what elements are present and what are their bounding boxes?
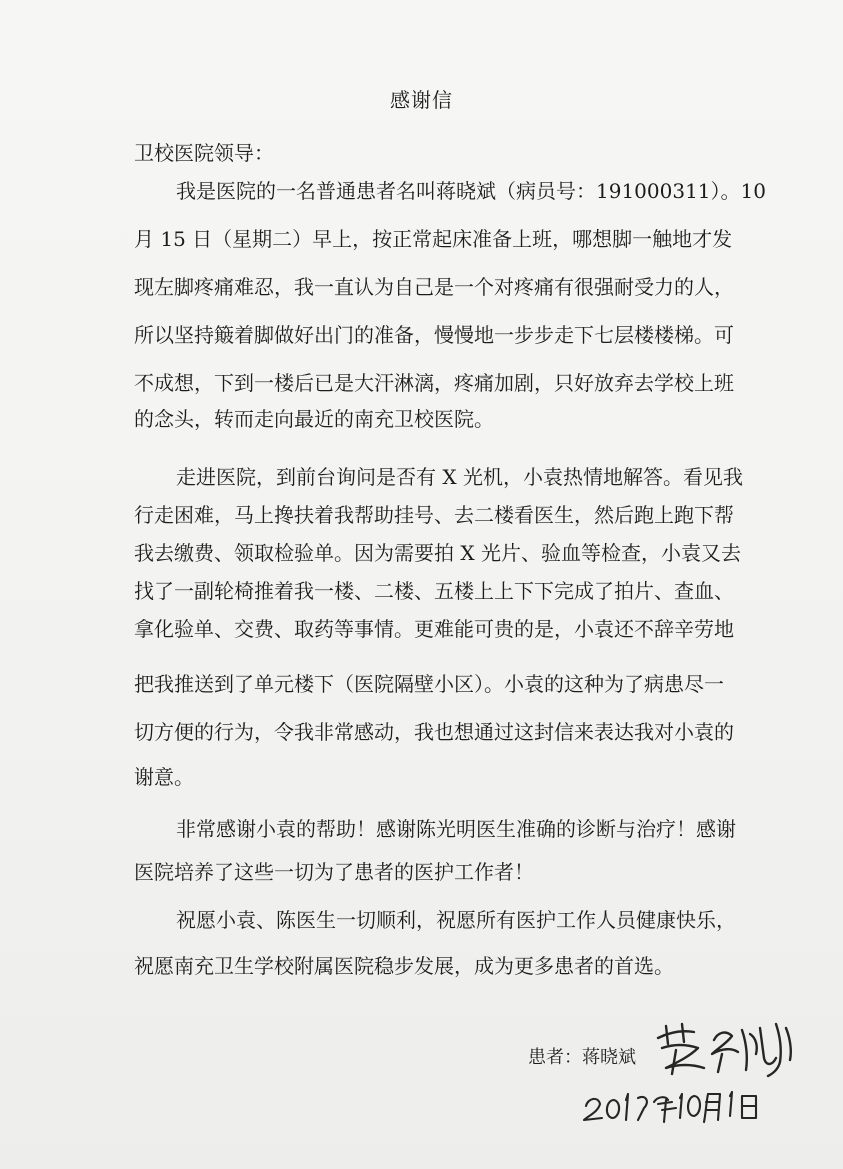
body-line: 我是医院的一名普通患者名叫蒋晓斌（病员号：191000311）。10 <box>176 179 766 203</box>
body-line: 祝愿小袁、陈医生一切顺利，祝愿所有医护工作人员健康快乐， <box>176 908 736 932</box>
body-line: 祝愿南充卫生学校附属医院稳步发展，成为更多患者的首选。 <box>134 954 674 978</box>
body-line: 我去缴费、领取检验单。因为需要拍 X 光片、验血等检查，小袁又去 <box>134 541 741 565</box>
body-line: 切方便的行为，令我非常感动，我也想通过这封信来表达我对小袁的 <box>134 720 734 744</box>
body-line: 现左脚疼痛难忍，我一直认为自己是一个对疼痛有很强耐受力的人， <box>134 275 734 299</box>
handwritten-signature <box>652 1018 802 1080</box>
body-line: 拿化验单、交费、取药等事情。更难能可贵的是，小袁还不辞辛劳地 <box>134 617 734 641</box>
body-line: 的念头，转而走向最近的南充卫校医院。 <box>134 407 494 431</box>
handwritten-date <box>580 1082 770 1126</box>
body-line: 非常感谢小袁的帮助！感谢陈光明医生准确的诊断与治疗！感谢 <box>176 817 736 841</box>
body-line: 找了一副轮椅推着我一楼、二楼、五楼上上下下完成了拍片、查血、 <box>134 579 734 603</box>
body-line: 行走困难，马上搀扶着我帮助挂号、去二楼看医生，然后跑上跑下帮 <box>134 503 734 527</box>
body-line: 不成想，下到一楼后已是大汗淋漓，疼痛加剧，只好放弃去学校上班 <box>134 371 734 395</box>
salutation: 卫校医院领导： <box>134 141 274 165</box>
body-line: 所以坚持簸着脚做好出门的准备，慢慢地一步步走下七层楼楼梯。可 <box>134 323 734 347</box>
body-line: 医院培养了这些一切为了患者的医护工作者！ <box>134 860 534 884</box>
patient-sign-label: 患者：蒋晓斌 <box>528 1047 636 1068</box>
body-line: 谢意。 <box>134 765 194 789</box>
body-line: 把我推送到了单元楼下（医院隔壁小区）。小袁的这种为了病患尽一 <box>134 672 724 696</box>
body-line: 月 15 日（星期二）早上，按正常起床准备上班，哪想脚一触地才发 <box>134 227 733 251</box>
body-line: 走进医院，到前台询问是否有 X 光机，小袁热情地解答。看见我 <box>176 465 743 489</box>
letter-title: 感谢信 <box>390 88 453 112</box>
